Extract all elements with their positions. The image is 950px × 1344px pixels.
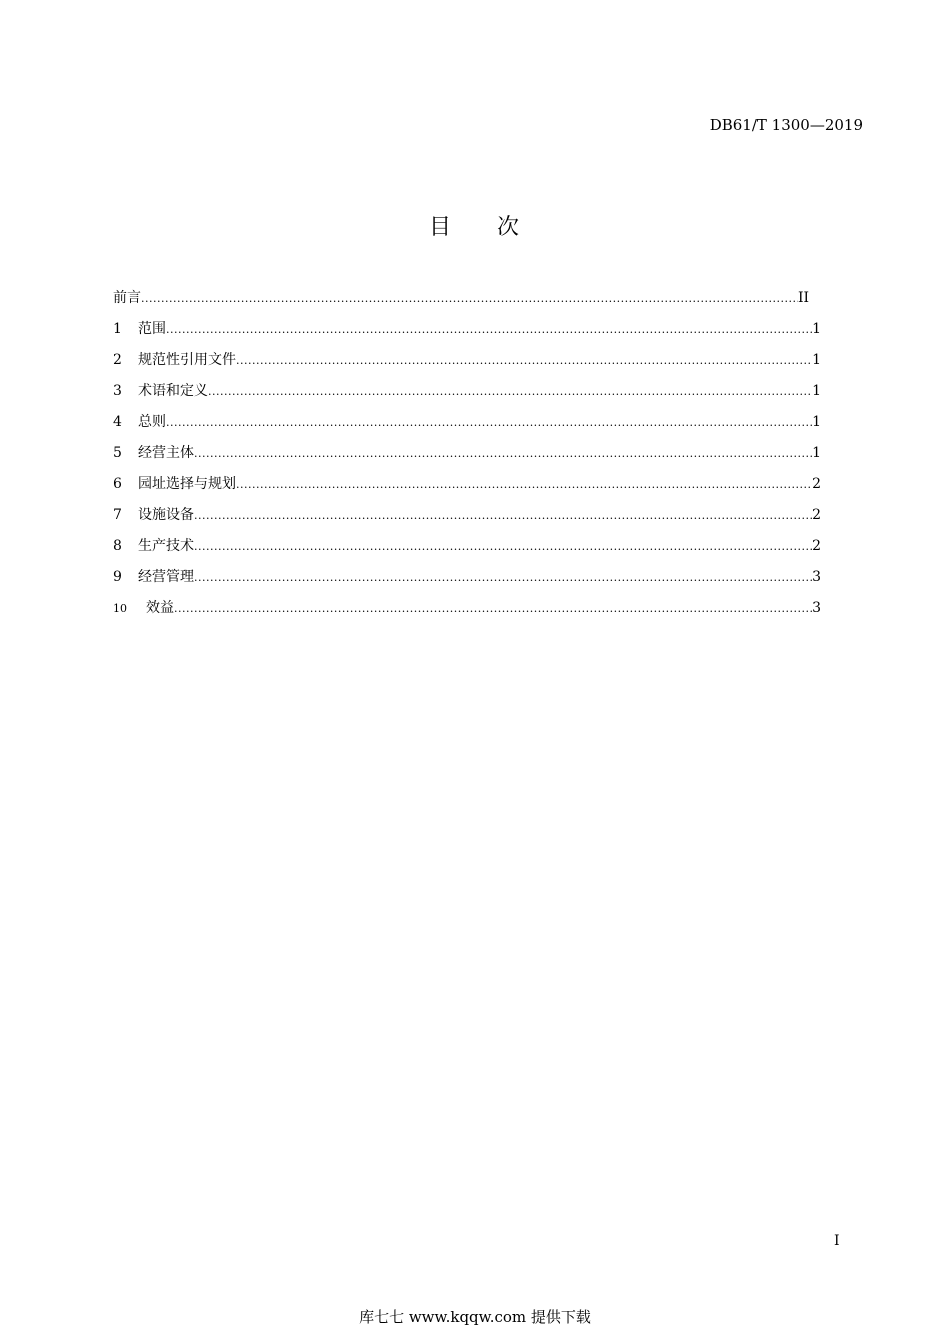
toc-leader — [141, 292, 798, 305]
toc-number: 1 — [113, 321, 122, 337]
toc-label: 前言 — [113, 290, 141, 306]
table-of-contents — [113, 287, 821, 628]
toc-number: 10 — [113, 602, 127, 615]
toc-leader — [194, 540, 812, 553]
toc-number: 8 — [113, 538, 122, 554]
toc-label: 经营管理 — [138, 569, 194, 585]
toc-number: 6 — [113, 476, 122, 492]
document-code: DB61/T 1300—2019 — [709, 116, 863, 134]
toc-leader — [174, 602, 812, 615]
toc-label: 规范性引用文件 — [138, 352, 236, 368]
toc-leader — [166, 416, 812, 429]
toc-entry[interactable] — [113, 597, 821, 628]
toc-label: 术语和定义 — [138, 383, 208, 399]
toc-entry[interactable] — [113, 411, 821, 442]
toc-label: 生产技术 — [138, 538, 194, 554]
toc-label: 效益 — [146, 600, 174, 616]
toc-page: 2 — [812, 538, 821, 554]
toc-page: 1 — [812, 321, 821, 337]
toc-leader — [236, 354, 812, 367]
toc-page: 1 — [812, 445, 821, 461]
title-char: 次 — [497, 215, 522, 240]
toc-page: 1 — [812, 414, 821, 430]
toc-number: 2 — [113, 352, 122, 368]
toc-number: 3 — [113, 383, 122, 399]
page-number: I — [834, 1233, 840, 1249]
toc-label: 园址选择与规划 — [138, 476, 236, 492]
toc-label: 设施设备 — [138, 507, 194, 523]
toc-label: 经营主体 — [138, 445, 194, 461]
toc-leader — [166, 323, 812, 336]
toc-leader — [194, 571, 812, 584]
toc-number: 4 — [113, 414, 122, 430]
toc-page: 3 — [812, 569, 821, 585]
toc-entry[interactable] — [113, 318, 821, 349]
toc-page: 2 — [812, 507, 821, 523]
toc-leader — [194, 447, 812, 460]
toc-page: 2 — [812, 476, 821, 492]
toc-leader — [194, 509, 812, 522]
toc-title — [0, 210, 950, 241]
toc-page: 1 — [812, 352, 821, 368]
toc-page: II — [797, 290, 809, 306]
title-char: 目 — [428, 215, 453, 240]
toc-entry[interactable] — [113, 566, 821, 597]
toc-number: 9 — [113, 569, 122, 585]
toc-entry[interactable] — [113, 473, 821, 504]
toc-label: 总则 — [138, 414, 166, 430]
toc-page: 3 — [812, 600, 821, 616]
toc-entry[interactable] — [113, 380, 821, 411]
toc-page: 1 — [812, 383, 821, 399]
toc-entry[interactable] — [113, 349, 821, 380]
footer-watermark: 库七七 www.kqqw.com 提供下载 — [359, 1308, 591, 1326]
toc-entry[interactable] — [113, 535, 821, 566]
toc-entry[interactable] — [113, 287, 821, 318]
toc-leader — [236, 478, 812, 491]
toc-label: 范围 — [138, 321, 166, 337]
toc-entry[interactable] — [113, 442, 821, 473]
toc-leader — [208, 385, 812, 398]
toc-number: 5 — [113, 445, 122, 461]
toc-entry[interactable] — [113, 504, 821, 535]
toc-number: 7 — [113, 507, 122, 523]
